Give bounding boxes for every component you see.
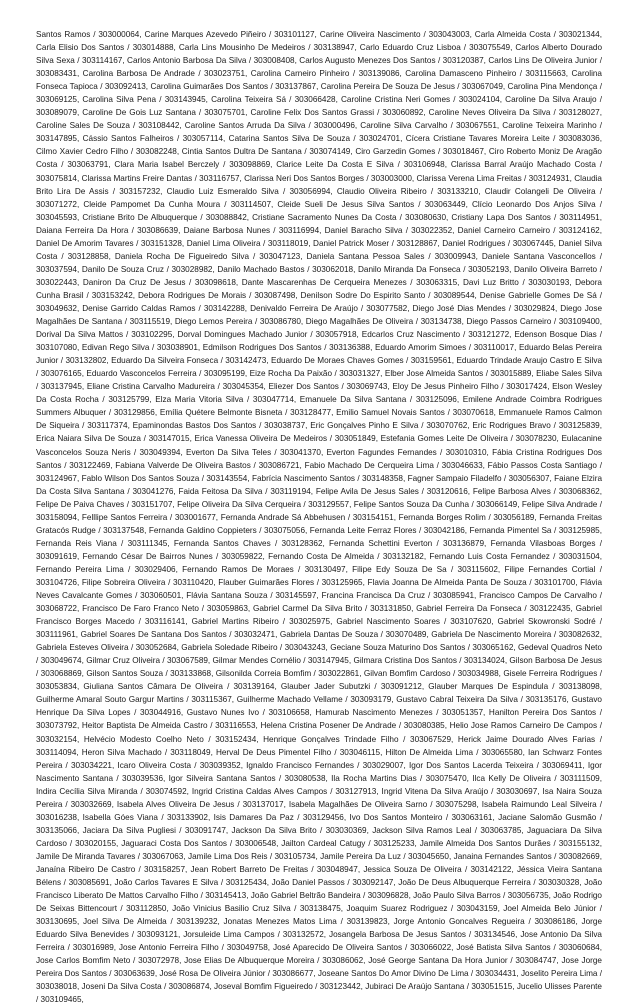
document-body-text: Santos Ramos / 303000064, Carine Marques Azevedo Piñeiro / 303101127, Carine Oliveira Nascimento / 303043003, Carla Almeida Costa / 303021344, Carla Elisio Dos Santos / 303014888, Carla Lins Mousinho De Medeiros / 303138947, Carlo Eduardo Cruz Lisboa / 303075549, Carlos Alberto Dourado Silva Sexa / 303114167, Carlos Antonio Barbosa Da Silva / 303008408, Carlos Augusto Menezes Dos Santos / 303120387, Carlos Lins De Oliveira Junior / 303083431, Carolina Barbosa De Andrade / 303023751, Carolina Carneiro Pinheiro / 303139086, Carolina Damasceno Pinheiro / 303115663, Carolina Fonseca Tapioca / 303092413, Carolina Guimarães Dos Santos / 303137867, Carolina Pereira De Souza De Jesus / 303067049, Carolina Pina Mendonça / 303069125, Carolina Silva Pena / 303143945, Carolina Teixeira Sá / 303066428, Caroline Cristina Neri Gomes / 303024104, Caroline Da Silva Araujo / 303089079, Caroline De Gois Luz Santana / 303075701, Caroline Felix Dos Santos Grassi / 303060892, Caroline Neves Oliveira Da Silva / 303128027, Caroline Sales De Souza / 303108442, Caroline Santos Arruda Da Silva / 303000496, Caroline Silva Carvalho / 303067551, Caroline Teixeira Marinho / 303147895, Cássio Santos Falheiros / 303057114, Catarina Santos Silva De Souza / 303024701, Cícera Cristiane Tavares Moreira Leite / 303083036, Cilmo Xavier Cedro Filho / 303082248, Cintia Santos Dultra De Santana / 303074149, Ciro Garzedin Gomes / 303018467, Ciro Roberto Moniz De Aragão Costa / 303063791, Clara Maria Isabel Berczely / 303098869, Clarice Leite Da Costa E Silva / 303106948, Clarissa Barral Araújo Machado Costa / 303075814, Clarissa Martins Freire Dantas / 303116757, Clarissa Neri Dos Santos Borges / 303003000, Clarissa Verena Lima Freitas / 303124931, Claudia Brito Lira De Assis / 303157232, Claudio Luiz Esmeraldo Silva / 303056994, Claudio Oliveira Ribeiro / 303133210, Claudir Colangeli De Oliveira / 303071272, Cleide Pampomet Da Cunha Moura / 303114507, Cleide Sueli De Jesus Silva Santos / 303063449, Clício Leonardo Dos Anjos Silva / 303045593, Cristiane Brito De Albuquerque / 303088842, Cristiane Sacramento Nunes Da Costa / 303080630, Cristiany Lapa Dos Santos / 303114951, Daiana Ferreira Da Hora / 303086639, Daiane Barbosa Nunes / 303116994, Daniel Baracho Silva / 303022352, Daniel Carneiro Carneiro / 303124162, Daniel De Amorim Tavares / 303151328, Daniel Lima Oliveira / 303118019, Daniel Patrick Moser / 303128867, Daniel Rodrigues / 303067445, Daniel Silva Costa / 303128858, Daniela Rocha De Figueiredo Silva / 303047123, Daniela Santana Pessoa Sales / 303009943, Daniele Santana Vasconcellos / 303037594, Danilo De Souza Cruz / 303028982, Danilo Machado Bastos / 303062018, Danilo Miranda Da Fonseca / 303052193, Danilo Oliveira Barreto / 303022443, Daniron Da Cruz De Jesus / 303098618, Dante Mascarenhas De Cerqueira Menezes / 303063315, Davi Luz Britto / 303030193, Debora Cunha Brasil / 303153242, Debora Rodrigues De Morais / 303087498, Denilson Sodre Do Espirito Santo / 303089544, Denise Gabrielle Gomes De Sá / 303049632, Denise Garrido Caldas Ramos / 303142288, Denivaldo Ferreira De Araújo / 303077582, Diego José Dias Mendes / 303029824, Diego Jose Magalhães De Santana / 303115519, Diego Lemos Pereira / 303086780, Diego Magalhães De Oliveira / 303134738, Diego Passos Carneiro / 303109400, Dorival Da Silva Mattos / 303102295, Dorval Domingues Machado Junior / 303057918, Edcarlos Cruz Nascimento / 303121272, Edenson Bosque Dias / 303107080, Edivan Rego Silva / 303038901, Edmilson Rodrigues Dos Santos / 303136388, Eduardo Amorim Simoes / 303110017, Eduardo Belas Pereira Junior / 303132802, Eduardo Da Silveira Fonseca / 303142473, Eduardo De Moraes Chaves Gomes / 303159561, Eduardo Trindade Araujo Castro E Silva / 303076165, Eduardo Vasconcelos Ferreira / 303095199, Eize Rocha Da Paixão / 303031327, Elber Jose Almeida Santos / 303015889, Eliabe Sales Silva / 303137945, Eliane Cristina Carvalho Madureira / 303045354, Eliezer Dos Santos / 303069743, Eloy De Jesus Pinheiro Filho / 303017424, Elson Wesley Da Costa Rocha / 303125799, Elza Maria Vitoria Silva / 303047714, Emanuele Da Silva Santana / 303125096, Emilene Andrade Coimbra Rodrigues Summers Albuquer / 303129856, Emília Quétere Belmonte Bisneta / 303128477, Emilio Samuel Novais Santos / 303070618, Emmanuele Ramos Calmon De Siqueira / 303117374, Epaminondas Bastos Dos Santos / 303038737, Eric Gonçalves Pinho E Silva / 303070762, Eric Rodrigues Bravo / 303125839, Erica Naiara Silva De Souza / 303147015, Erica Vanessa Oliveira De Medeiros / 303051849, Estefania Gomes Leite De Oliveira / 303078230, Eulacanine Vasconcelos Souza Neris / 303049394, Everton Da Silva Teles / 303041370, Everton Fagundes Fernandes / 303010310, Fábia Cristina Rodrigues Dos Santos / 303122469, Fabiana Valverde De Oliveira Bastos / 303086721, Fabio Machado De Cerqueira Lima / 303046633, Fábio Passos Costa Santiago / 303124967, Fablo Wilson Dos Santos Souza / 303143554, Fabrícia Nascimento Santos / 303148358, Fagner Sampaio Filadelfo / 303056307, Faiane Elzira Da Costa Silva Santana / 303041276, Faida Feitosa Da Silva / 303119194, Felipe Avila De Jesus Sales / 303120616, Felipe Barbosa Alves / 303068362, Felipe De Paiva Chaves / 303151707, Felipe Oliveira Da Silva Cerqueira / 303129557, Felipe Santos Souza Da Cunha / 303066149, Felipe Silva Andrade / 303158094, Felllipe Santos Ferreira / 303001677, Fernanda Andrade Sá Abbehusen / 303154151, Fernanda Borges Rolim / 303056189, Fernanda Freitas Gratacós Rudge / 303137548, Fernanda Galdino Coppieters / 303075056, Fernanda Leite Ferraz Flores / 303042186, Fernanda Pimentel Sa / 303125985, Fernanda Reis Viana / 303111345, Fernanda Santos Chaves / 303128362, Fernanda Schettini Everton / 303136879, Fernanda Vilasboas Borges / 303091619, Fernando César De Bairros Nunes / 303059822, Fernando Costa De Almeida / 303132182, Fernando Luis Costa Fernandez / 303031504, Fernando Pereira Lima / 303029406, Fernando Ramos De Moraes / 303130497, Filipe Edy Souza De Sa / 303115602, Filipe Fernandes Cortial / 303104726, Filipe Sobreira Oliveira / 303110420, Flauber Guimarães Flores / 303125965, Flavia Joanna De Almeida Panta De Souza / 303101700, Flávia Neves Cavalcante Gomes / 303060501, Flávia Santana Souza / 303145597, Francina Francisca Da Cruz / 303085941, Francisco Campos De Carvalho / 303068722, Francisco De Faro Franco Neto / 303059863, Gabriel Carmel Da Silva Brito / 303131850, Gabriel Ferreira Da Fonseca / 303122435, Gabriel Francisco Borges Macedo / 303116141, Gabriel Martins Ribeiro / 303025975, Gabriel Nascimento Soares / 303107620, Gabriel Skowronski Sodré / 303111961, Gabriel Soares De Santana Dos Santos / 303032471, Gabriela Dantas De Souza / 303070489, Gabriela De Nascimento Moreira / 303082632, Gabriela Esteves Oliveira / 303052684, Gabriela Soledade Ribeiro / 303043243, Geciane Souza Maturino Dos Santos / 303065162, Gedeval Quadros Neto / 303049674, Gilmar Cruz Oliveira / 303067589, Gilmar Mendes Cornélio / 303147945, Gilmara Cristina Dos Santos / 303134024, Gilson Barbosa De Jesus / 303068869, Gilson Santos Souza / 303133868, Gilsonilda Correia Bomfim / 303022861, Gilvan Bomfim Cardoso / 303034988, Gisele Ferreira Rodrigues / 303053834, Giuliana Santos Câmara De Oliveira / 303139164, Glauber Jader Subutzki / 303091212, Glauber Marques De Espindula / 303138098, Guilherme Amaral Souto Gargur Martins / 303115367, Guilherme Machado Vellame / 303093179, Gustavo Cabral Teixeira Da Silva / 303135176, Gustavo Henrique Da Silva Lopes / 303044916, Gustavo Nunes Ivo / 303106658, Hamurab Nascimento Menezes / 303051357, Hanilton Pereira Dos Santos / 303073792, Heitor Baptista De Almeida Castro / 303116553, Helena Cristina Posener De Andrade / 303080385, Helio Jose Ramos Carneiro De Campos / 303032154, Helvécio Modesto Coelho Neto / 303152434, Henrique Gonçalves Trindade Filho / 303067529, Herick Jaime Dourado Alves Farias / 303114094, Heron Silva Machado / 303118049, Herval De Deus Pimentel Filho / 303046115, Hilton De Almeida Lima / 303065580, Ian Schwarz Fontes Pereira / 303034221, Icaro Oliveira Costa / 303039352, Ignaldo Francisco Fernandes / 303029007, Igor Dos Santos Lacerda Teixeira / 303069411, Igor Nascimento Santana / 303039536, Igor Silveira Santana Santos / 303080538, Ila Rocha Martins Dias / 303075470, Ilca Kelly De Oliveira / 303111509, Indira Cecília Silva Miranda / 303074592, Ingrid Cristina Caldas Alves Campos / 303127913, Ingrid Vitena Da Silva Araújo / 303030697, Isa Naira Souza Pereira / 303032669, Isabela Alves Oliveira De Jesus / 303137017, Isabela Magalhães De Oliveira Sarno / 303075298, Isabela Raimundo Leal Silveira / 303016238, Isabella Góes Viana / 303133902, Isis Damares Da Paz / 303129456, Ivo Dos Santos Monteiro / 303063161, Jaciane Salomão Gusmão / 303135066, Jaciara Da Silva Pugliesi / 303091747, Jackson Da Silva Brito / 303030369, Jackson Silva Ramos Leal / 303063785, Jaguaciara Da Silva Cardoso / 303020155, Jaguaraci Costa Dos Santos / 303006548, Jailton Cardeal Catugy / 303125233, Jamile Almeida Dos Santos Durães / 303155132, Jamile De Miranda Tavares / 303067063, Jamile Lima Dos Reis / 303105734, Jamile Pereira Da Luz / 303045650, Janaina Fernandes Santos / 303082669, Janaína Ribeiro De Castro / 303158257, Jean Robert Barreto De Freitas / 303048947, Jessica Souza De Oliveira / 303142122, Jéssica Vieira Santana Bélens / 303085691, João Carlos Tavares E Silva / 303125434, João Daniel Passos / 303092147, João De Deus Albuquerque Ferreira / 303030328, João Francisco Liberato De Mattos Carvalho Filho / 303145413, João Gabriel Beltrão Bandeira / 303096828, João Paulo Silva Barros / 303056735, João Rodrigo De Seixas Bittencourt / 303112850, João Vinicius Basilio Cruz Silva / 303138475, Joaquim Suarez Rodriguez / 303043159, Joel Almeida Belo Júnior / 303130695, Joel Silva De Almeida / 303139232, Jonatas Menezes Matos Lima / 303139823, Jorge Antonio Goncalves Regueira / 303086186, Jorge Eduardo Silva Benevides / 303093121, Jorsuleide Lima Campos / 303132572, Josangela Barbosa De Jesus Santos / 303134546, Jose Antonio Da Silva Ferreira / 303016989, Jose Antonio Ferreira Filho / 303049758, José Aparecido De Oliveira Santos / 303066022, José Batista Silva Santos / 303060684, Jose Carlos Bomfim Neto / 303072978, Jose Elias De Albuquerque Moreira / 303086062, José George Santana Da Hora Junior / 303084747, Jose Jorge Pereira Dos Santos / 303063639, José Rosa De Oliveira Júnior / 303086677, Joseane Santos Do Amor Divino De Lima / 303034431, Joselito Pereira Lima / 303038018, Joseni Da Silva Costa / 303086874, Joseval Bomfim Figueiredo / 303123442, Jubiraci De Araújo Santana / 303051515, Jucelio Ulisses Parente / 303109465, <box>36 30 602 1005</box>
